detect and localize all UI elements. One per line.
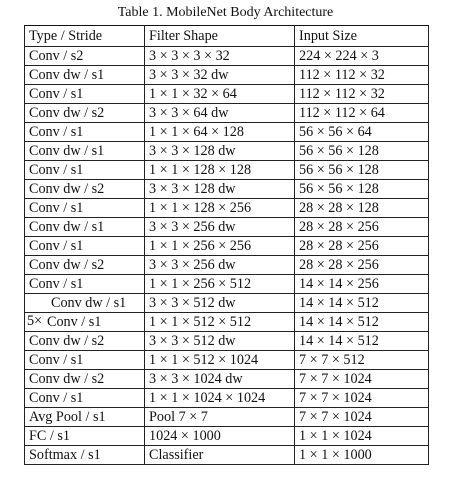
table-caption: Table 1. MobileNet Body Architecture — [117, 5, 334, 20]
cell-type: Conv / s2 — [25, 47, 145, 66]
cell-input: 14 × 14 × 512 — [295, 313, 429, 332]
table-header-row — [25, 26, 429, 47]
table-row — [25, 85, 429, 104]
table-row — [25, 218, 429, 237]
cell-type: Conv / s1 — [25, 237, 145, 256]
cell-type: Conv / s1 — [25, 351, 145, 370]
table-row — [25, 199, 429, 218]
cell-type: Conv / s1 — [25, 161, 145, 180]
cell-input: 56 × 56 × 128 — [295, 161, 429, 180]
header-input-size: Input Size — [295, 26, 429, 47]
cell-filter: 3 × 3 × 3 × 32 — [145, 47, 295, 66]
cell-filter: 1 × 1 × 512 × 512 — [145, 313, 295, 332]
cell-filter: 1024 × 1000 — [145, 427, 295, 446]
table-row — [25, 408, 429, 427]
cell-type-label: Conv / s1 — [47, 313, 102, 330]
cell-type: Conv / s1 — [25, 123, 145, 142]
cell-input: 7 × 7 × 1024 — [295, 408, 429, 427]
cell-filter: 3 × 3 × 256 dw — [145, 218, 295, 237]
table-row — [25, 389, 429, 408]
cell-type-label: Conv dw / s1 — [51, 294, 127, 311]
cell-type: Conv dw / s2 — [25, 332, 145, 351]
cell-filter: 1 × 1 × 256 × 256 — [145, 237, 295, 256]
cell-type: Conv dw / s2 — [25, 104, 145, 123]
table-row — [25, 104, 429, 123]
cell-input: 112 × 112 × 32 — [295, 85, 429, 104]
table-row — [25, 142, 429, 161]
cell-input: 224 × 224 × 3 — [295, 47, 429, 66]
cell-input: 7 × 7 × 1024 — [295, 389, 429, 408]
cell-type: Conv / s1 — [25, 85, 145, 104]
table-row — [25, 370, 429, 389]
cell-input: 28 × 28 × 256 — [295, 218, 429, 237]
cell-filter: 1 × 1 × 512 × 1024 — [145, 351, 295, 370]
cell-input: 56 × 56 × 128 — [295, 142, 429, 161]
table-row — [25, 161, 429, 180]
cell-type: Softmax / s1 — [25, 446, 145, 465]
table-row — [25, 123, 429, 142]
cell-filter: 3 × 3 × 64 dw — [145, 104, 295, 123]
cell-type — [25, 313, 145, 332]
cell-type: Conv dw / s2 — [25, 370, 145, 389]
header-filter-shape: Filter Shape — [145, 26, 295, 47]
cell-filter: 1 × 1 × 128 × 256 — [145, 199, 295, 218]
cell-input: 1 × 1 × 1000 — [295, 446, 429, 465]
cell-type: Avg Pool / s1 — [25, 408, 145, 427]
cell-filter: 3 × 3 × 128 dw — [145, 142, 295, 161]
cell-input: 7 × 7 × 1024 — [295, 370, 429, 389]
table-row — [25, 47, 429, 66]
cell-type: Conv dw / s2 — [25, 180, 145, 199]
table-row — [25, 66, 429, 85]
cell-filter: 1 × 1 × 128 × 128 — [145, 161, 295, 180]
cell-filter: Classifier — [145, 446, 295, 465]
cell-input: 112 × 112 × 64 — [295, 104, 429, 123]
cell-filter: 3 × 3 × 512 dw — [145, 294, 295, 313]
cell-input: 112 × 112 × 32 — [295, 66, 429, 85]
cell-input: 28 × 28 × 128 — [295, 199, 429, 218]
cell-type: Conv / s1 — [25, 275, 145, 294]
table-row — [25, 427, 429, 446]
cell-input: 56 × 56 × 128 — [295, 180, 429, 199]
cell-input: 56 × 56 × 64 — [295, 123, 429, 142]
cell-input: 14 × 14 × 512 — [295, 332, 429, 351]
cell-filter: 3 × 3 × 512 dw — [145, 332, 295, 351]
cell-filter: 3 × 3 × 1024 dw — [145, 370, 295, 389]
cell-filter: 1 × 1 × 64 × 128 — [145, 123, 295, 142]
cell-input: 7 × 7 × 512 — [295, 351, 429, 370]
cell-input: 14 × 14 × 256 — [295, 275, 429, 294]
table-row-repeated — [25, 294, 429, 313]
architecture-table — [24, 25, 429, 465]
table-row — [25, 351, 429, 370]
cell-type: Conv / s1 — [25, 389, 145, 408]
cell-filter: 1 × 1 × 32 × 64 — [145, 85, 295, 104]
table-row — [25, 237, 429, 256]
cell-type: Conv dw / s1 — [25, 142, 145, 161]
cell-input: 28 × 28 × 256 — [295, 256, 429, 275]
table-row — [25, 446, 429, 465]
table-row — [25, 275, 429, 294]
cell-filter: Pool 7 × 7 — [145, 408, 295, 427]
cell-filter: 3 × 3 × 128 dw — [145, 180, 295, 199]
cell-type: Conv dw / s2 — [25, 256, 145, 275]
table-row — [25, 180, 429, 199]
header-type-stride: Type / Stride — [25, 26, 145, 47]
cell-type: Conv dw / s1 — [25, 66, 145, 85]
table-row — [25, 256, 429, 275]
cell-input: 28 × 28 × 256 — [295, 237, 429, 256]
cell-input: 14 × 14 × 512 — [295, 294, 429, 313]
cell-type: Conv dw / s1 — [25, 218, 145, 237]
table-row — [25, 332, 429, 351]
cell-filter: 1 × 1 × 256 × 512 — [145, 275, 295, 294]
cell-filter: 3 × 3 × 256 dw — [145, 256, 295, 275]
cell-type: FC / s1 — [25, 427, 145, 446]
table-row-repeated — [25, 313, 429, 332]
cell-type: Conv / s1 — [25, 199, 145, 218]
cell-input: 1 × 1 × 1024 — [295, 427, 429, 446]
cell-filter: 1 × 1 × 1024 × 1024 — [145, 389, 295, 408]
cell-filter: 3 × 3 × 32 dw — [145, 66, 295, 85]
repeat-multiplier: 5× — [27, 312, 43, 329]
